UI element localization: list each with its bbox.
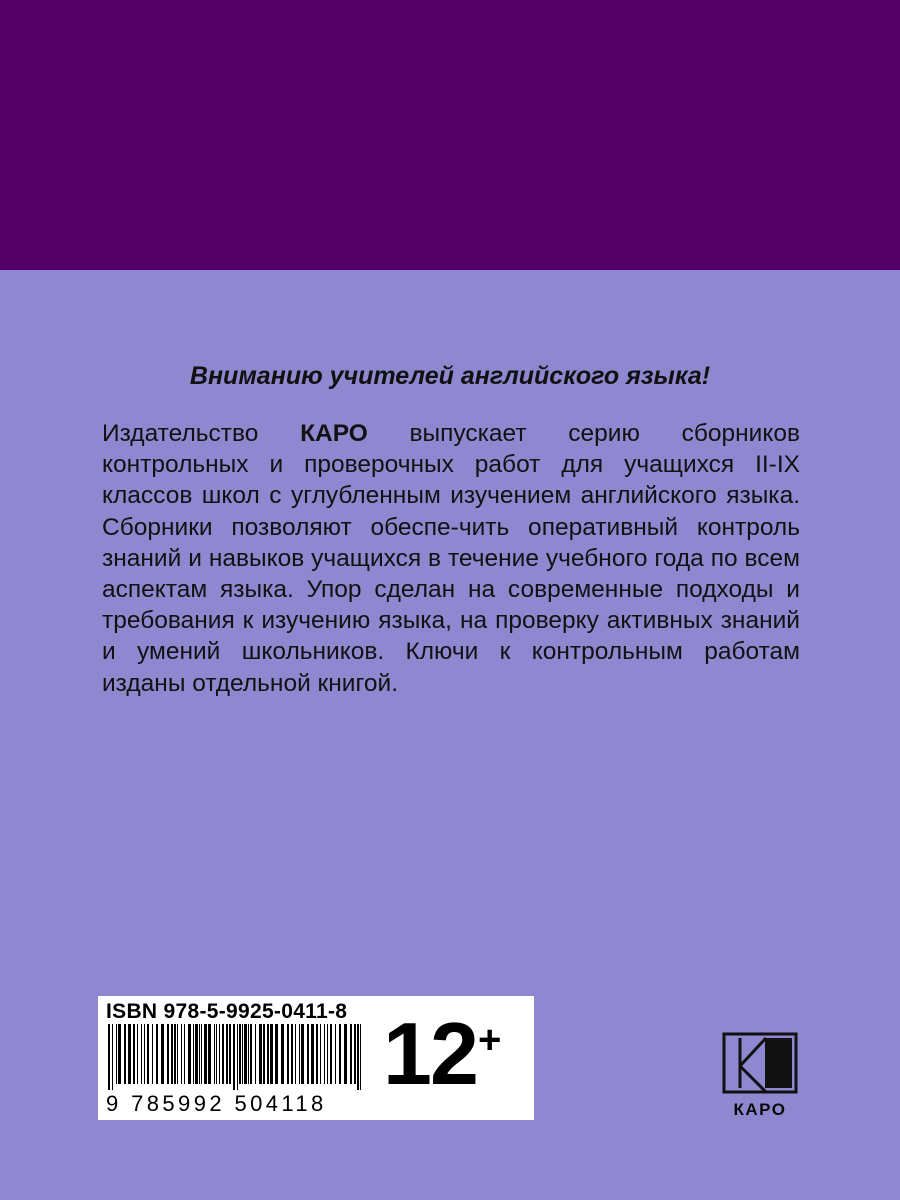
publisher-name: КАРО: [300, 420, 368, 447]
age-rating: 12: [383, 1004, 477, 1103]
age-rating-plus: +: [478, 1018, 502, 1062]
paragraph-rest: выпускает серию сборников контрольных и проверочных работ для учащихся II-IX классов школ с углубленным изучением английского языка. Сборники позволяют обеспе-чить оперативный контроль знаний и навыков учащихся в течение учебного года по всем аспектам языка. Упор сделан на современные подходы и требования к изучению языка, на проверку активных знаний и умений школьников. Ключи к контрольным работам изданы отдельной книгой.: [102, 420, 800, 697]
karo-k-logo-icon: [720, 1030, 800, 1096]
heading: Вниманию учителей английского языка!: [189, 362, 711, 390]
barcode-icon: [106, 1024, 368, 1090]
paragraph-start: Издательство: [102, 420, 301, 447]
ean-digits: 9 785992 504118: [106, 1091, 327, 1116]
description-paragraph: [102, 418, 800, 699]
isbn-number: ISBN 978-5-9925-0411-8: [106, 1000, 348, 1023]
barcode-label: [98, 996, 534, 1120]
publisher-logo: [720, 1030, 800, 1120]
top-color-band: [0, 0, 900, 270]
logo-text: КАРО: [733, 1100, 787, 1119]
